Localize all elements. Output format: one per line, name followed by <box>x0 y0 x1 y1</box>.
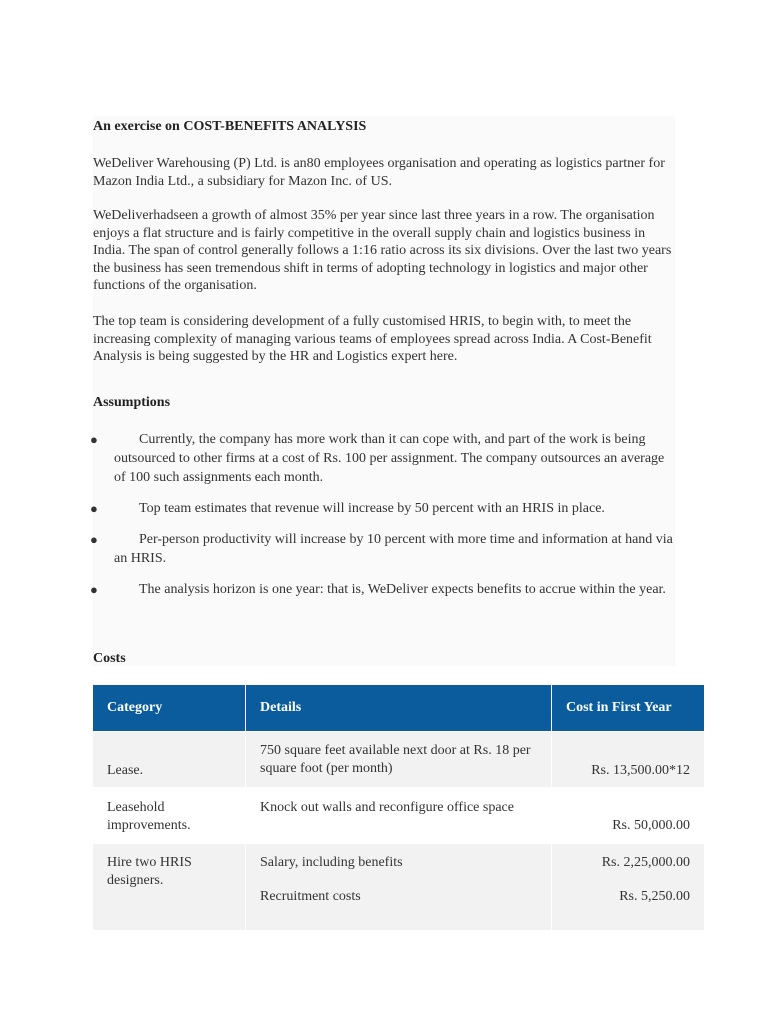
cell-details <box>246 844 552 930</box>
hris-paragraph: The top team is considering development of a fully customised HRIS, to begin with, to meet the increasing complexity of managing various teams of employees spread across India. A Cost-Benefit Analysis is being suggested by the HR and Logistics expert here. <box>93 314 652 364</box>
cell-category: Leasehold improvements. <box>93 788 246 844</box>
bullet-icon: ● <box>90 582 98 597</box>
cell-category: Lease. <box>93 732 246 788</box>
table-header-row <box>93 685 704 732</box>
bullet-icon: ● <box>90 501 98 516</box>
bullet-icon: ● <box>90 432 98 447</box>
header-category: Category <box>93 685 246 732</box>
cell-cost <box>552 844 705 930</box>
detail-line: Salary, including benefits <box>260 855 403 870</box>
assumption-item <box>90 499 678 518</box>
table-row <box>93 788 704 844</box>
assumption-item <box>90 580 678 599</box>
costs-table <box>93 685 704 930</box>
cell-cost: Rs. 50,000.00 <box>552 788 705 844</box>
cell-details: Knock out walls and reconfigure office space <box>246 788 552 844</box>
assumption-text: Currently, the company has more work than it can cope with, and part of the work is being outsourced to other firms at a cost of Rs. 100 per assignment. The company outsources an average of 100 such assignments each month. <box>114 432 665 485</box>
detail-line: Recruitment costs <box>260 889 361 904</box>
assumption-text: The analysis horizon is one year: that is, WeDeliver expects benefits to accrue within the year. <box>139 582 666 597</box>
bullet-icon: ● <box>90 532 98 547</box>
intro-paragraph: WeDeliver Warehousing (P) Ltd. is an80 employees organisation and operating as logistics partner for Mazon India Ltd., a subsidiary for Mazon Inc. of US. <box>93 156 665 189</box>
costs-heading: Costs <box>93 651 126 666</box>
assumptions-list <box>90 430 678 611</box>
header-cost: Cost in First Year <box>552 685 705 732</box>
assumption-text: Per-person productivity will increase by 10 percent with more time and information at hand via an HRIS. <box>114 532 673 566</box>
cost-line: Rs. 2,25,000.00 <box>601 855 690 870</box>
table-row <box>93 844 704 930</box>
assumption-item <box>90 530 678 568</box>
cell-cost: Rs. 13,500.00*12 <box>552 732 705 788</box>
assumptions-heading: Assumptions <box>93 395 171 410</box>
growth-paragraph: WeDeliverhadseen a growth of almost 35% per year since last three years in a row. The organisation enjoys a flat structure and is fairly competitive in the overall supply chain and logistics business in India. The span of control generally follows a 1:16 ratio across its six divisions. Over the last two years the business has seen tremendous shift in terms of adopting technology in logistics and major other functions of the organisation. <box>93 208 672 293</box>
assumption-item <box>90 430 678 487</box>
assumption-text: Top team estimates that revenue will increase by 50 percent with an HRIS in place. <box>139 501 605 516</box>
header-details: Details <box>246 685 552 732</box>
cell-category: Hire two HRIS designers. <box>93 844 246 930</box>
document-title: An exercise on COST-BENEFITS ANALYSIS <box>93 119 367 134</box>
cell-details: 750 square feet available next door at Rs. 18 per square foot (per month) <box>246 732 552 788</box>
table-row <box>93 732 704 788</box>
cost-line: Rs. 5,250.00 <box>619 889 690 904</box>
